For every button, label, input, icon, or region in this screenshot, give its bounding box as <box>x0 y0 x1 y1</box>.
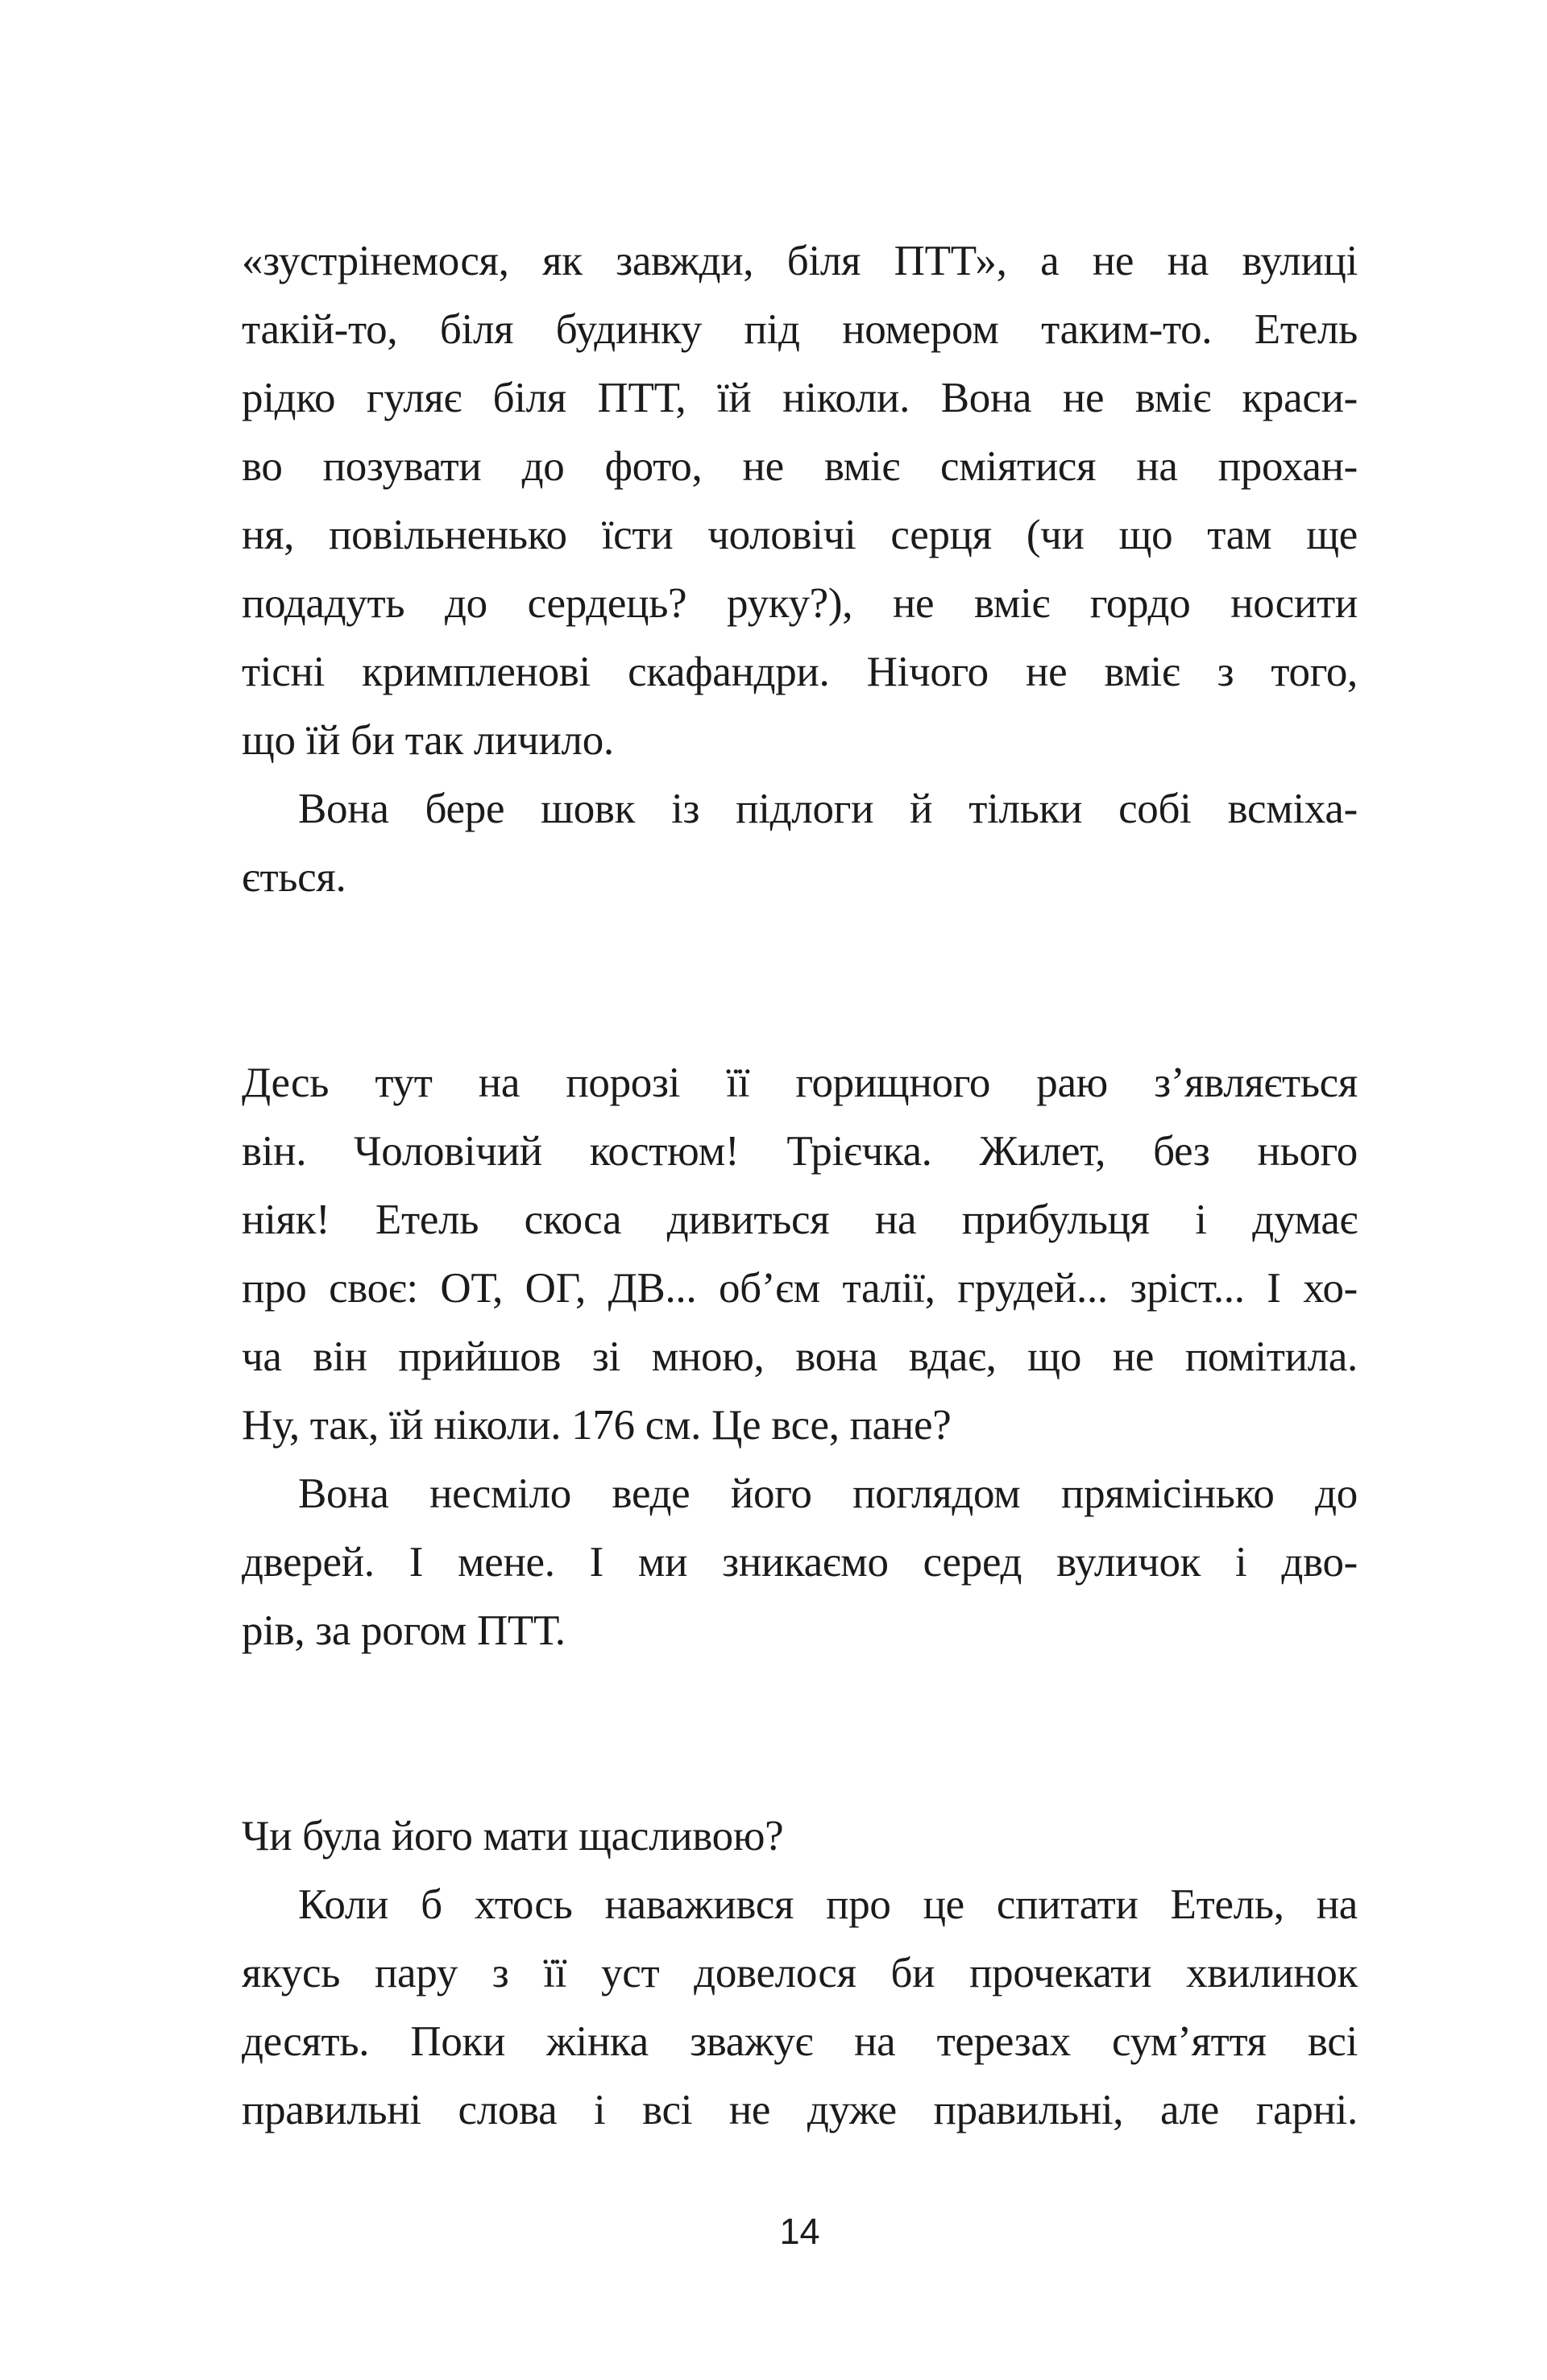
text-line: про своє: ОТ, ОГ, ДВ... об’єм талії, грудей... зріст... І хо- <box>242 1265 1358 1312</box>
text-line: ня, повільненько їсти чоловічі серця (чи що там ще <box>242 512 1358 558</box>
text-line: подадуть до сердець? руку?), не вміє гордо носити <box>242 580 1358 627</box>
text-line: ча він прийшов зі мною, вона вдає, що не помітила. <box>242 1333 1358 1380</box>
text-line: «зустрінемося, як завжди, біля ПТТ», а не на вулиці <box>242 238 1358 284</box>
text-line: тісні кримпленові скафандри. Нічого не вміє з того, <box>242 649 1358 695</box>
text-line: правильні слова і всі не дуже правильні, але гарні. <box>242 2087 1358 2133</box>
section-break <box>242 1665 1358 1802</box>
page-number: 14 <box>779 2211 820 2252</box>
text-line: він. Чоловічий костюм! Трієчка. Жилет, без нього <box>242 1128 1358 1175</box>
text-line: Десь тут на порозі її горищного раю з’являється <box>242 1059 1358 1106</box>
text-line: ніяк! Етель скоса дивиться на прибульця і думає <box>242 1196 1358 1243</box>
text-line: Чи була його мати щасливою? <box>242 1813 784 1860</box>
text-line: Вона бере шовк із підлоги й тільки собі всміха- <box>298 786 1358 832</box>
text-line: Ну, так, їй ніколи. 176 см. Це все, пане? <box>242 1402 952 1449</box>
text-line: Коли б хтось наважився про це спитати Етель, на <box>298 1881 1358 1928</box>
text-line: десять. Поки жінка зважує на терезах сум’яття всі <box>242 2018 1358 2065</box>
text-line: Вона несміло веде його поглядом прямісінько до <box>298 1470 1358 1517</box>
text-line: рідко гуляє біля ПТТ, їй ніколи. Вона не вміє краси- <box>242 375 1358 421</box>
text-line: рів, за рогом ПТТ. <box>242 1607 566 1654</box>
text-line: дверей. І мене. І ми зникаємо серед вуличок і дво- <box>242 1539 1358 1586</box>
section-break <box>242 912 1358 1049</box>
text-line: якусь пару з її уст довелося би прочекати хвилинок <box>242 1950 1358 1996</box>
text-line: во позувати до фото, не вміє сміятися на прохан- <box>242 443 1358 490</box>
text-line: ється. <box>242 854 346 901</box>
page-text <box>242 227 1358 2254</box>
text-line: що їй би так личило. <box>242 717 614 764</box>
text-line: такій-то, біля будинку під номером таким-то. Етель <box>242 306 1358 353</box>
